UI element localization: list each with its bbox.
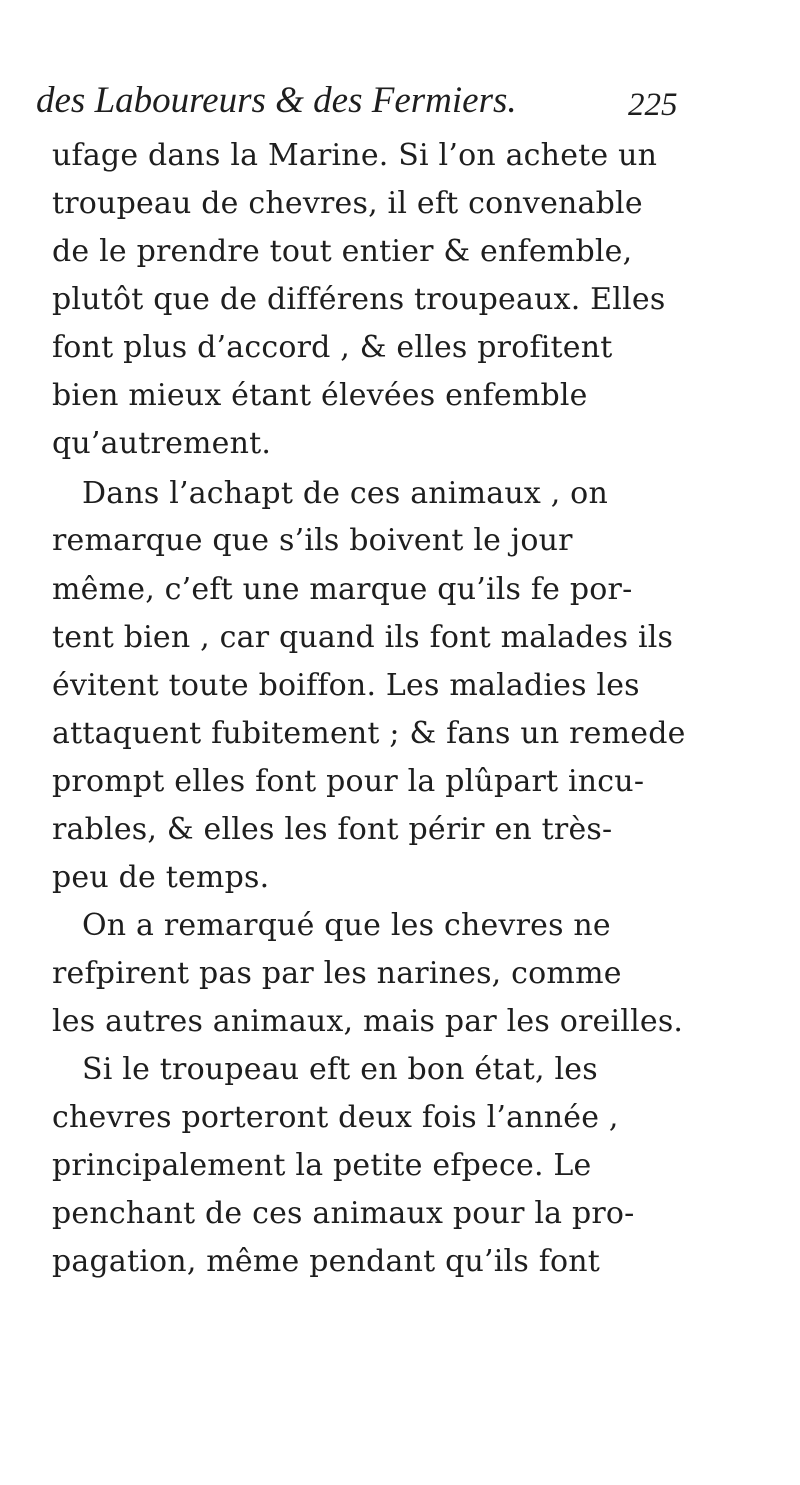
running-title: des Laboureurs & des Fermiers. [36,80,517,121]
text-line: de le prendre tout entier & enfemble, [52,234,633,269]
page-number: 225 [628,87,678,123]
text-line: même, c’eft une marque qu’ils fe por- [52,572,633,607]
text-line: pagation, même pendant qu’ils font [52,1244,601,1279]
text-line: peu de temps. [52,860,270,895]
paragraph-start-line: On a remarqué que les chevres ne [82,908,611,943]
text-line: penchant de ces animaux pour la pro- [52,1196,635,1231]
text-line: troupeau de chevres, il eft convenable [52,186,643,221]
text-line: les autres animaux, mais par les oreilles. [52,1004,684,1039]
text-line: font plus d’accord , & elles profitent [52,330,613,365]
text-line: tent bien , car quand ils font malades ils [52,620,674,655]
text-line: chevres porteront deux fois l’année , [52,1100,619,1135]
text-line: évitent toute boiffon. Les maladies les [52,668,640,703]
paragraph-start-line: Si le troupeau eft en bon état, les [82,1052,598,1087]
text-line: bien mieux étant élevées enfemble [52,378,588,413]
text-line: remarque que s’ils boivent le jour [52,523,573,558]
text-line: plutôt que de différens troupeaux. Elles [52,282,666,317]
text-line: prompt elles font pour la plûpart incu- [52,764,645,799]
paragraph-start-line: Dans l’achapt de ces animaux , on [82,476,608,511]
text-line: qu’autrement. [52,426,272,461]
text-line: ufage dans la Marine. Si l’on achete un [52,138,658,173]
text-line: rables, & elles les font périr en très- [52,812,613,847]
text-line: attaquent fubitement ; & fans un remede [52,716,686,751]
text-line: refpirent pas par les narines, comme [52,956,622,991]
text-line: principalement la petite efpece. Le [52,1148,592,1183]
